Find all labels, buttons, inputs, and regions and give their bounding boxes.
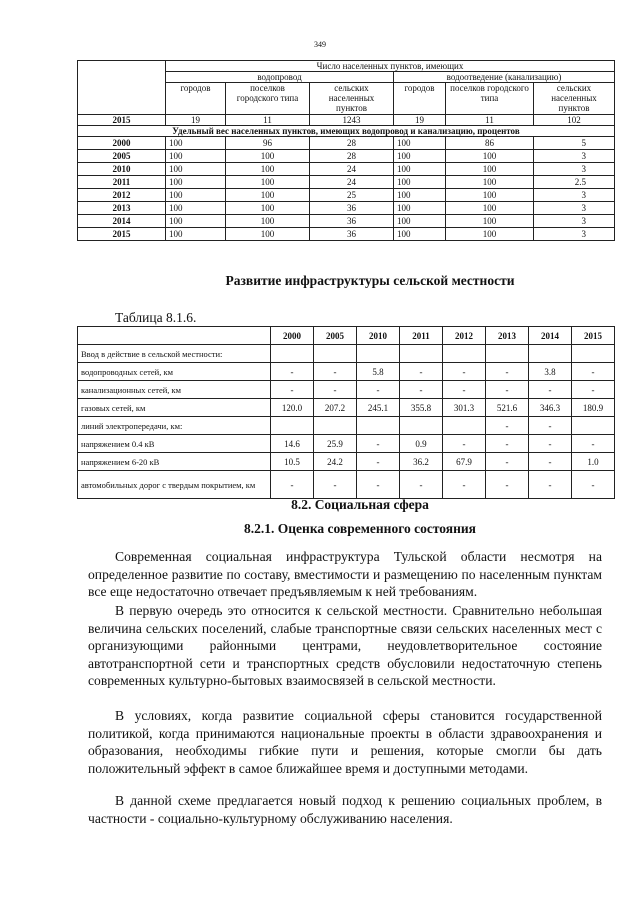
value-cell: 346.3 <box>529 399 572 417</box>
year-cell: 2015 <box>78 228 166 241</box>
table-row <box>78 471 615 499</box>
value-cell: 10.5 <box>271 453 314 471</box>
value-cell <box>529 345 572 363</box>
paragraph: В первую очередь это относится к сельской местности. Сравнительно небольшая величина сельских поселений, слабые транспортные связи сельских населенных мест с организующими районными центрами, неудовлетворительное состояние автотранспортной сети и транспортных средств обусловили недостаточную степень современных культурно-бытовых взаимосвязей в сельской местности. <box>88 603 602 688</box>
value-cell: - <box>486 381 529 399</box>
value-cell: 100 <box>226 189 310 202</box>
value-cell: - <box>271 471 314 499</box>
table-row <box>78 115 615 126</box>
value-cell: - <box>572 471 615 499</box>
value-cell: 100 <box>166 176 226 189</box>
value-cell: 100 <box>226 150 310 163</box>
section-title: Развитие инфраструктуры сельской местности <box>225 273 515 288</box>
value-cell: 100 <box>446 202 534 215</box>
value-cell: - <box>443 471 486 499</box>
col-towns: поселков городского типа <box>446 83 534 115</box>
value-cell <box>572 345 615 363</box>
col-cities: городов <box>166 83 226 115</box>
page-number: 349 <box>314 40 326 49</box>
year-header: 2014 <box>529 327 572 345</box>
value-cell: 100 <box>446 176 534 189</box>
year-header: 2005 <box>314 327 357 345</box>
table-subheader: Удельный вес населенных пунктов, имеющих водопровод и канализацию, процентов <box>78 126 615 137</box>
value-cell: - <box>486 363 529 381</box>
value-cell: - <box>572 381 615 399</box>
value-cell: - <box>271 381 314 399</box>
value-cell: 100 <box>394 228 446 241</box>
table-row <box>78 189 615 202</box>
value-cell: 3 <box>534 228 615 241</box>
value-cell: 100 <box>166 150 226 163</box>
col-rural: сельских населенных пунктов <box>310 83 394 115</box>
value-cell: - <box>443 381 486 399</box>
value-cell: 36 <box>310 215 394 228</box>
value-cell: - <box>529 453 572 471</box>
row-label: напряжением 0.4 кВ <box>78 435 271 453</box>
value-cell <box>400 345 443 363</box>
year-cell: 2014 <box>78 215 166 228</box>
table-caption: Таблица 8.1.6. <box>115 310 197 325</box>
value-cell: - <box>529 471 572 499</box>
value-cell: 100 <box>394 137 446 150</box>
value-cell: 102 <box>534 115 615 126</box>
value-cell: - <box>443 363 486 381</box>
value-cell: 19 <box>394 115 446 126</box>
value-cell <box>314 417 357 435</box>
value-cell: 24.2 <box>314 453 357 471</box>
value-cell: - <box>486 435 529 453</box>
value-cell: 14.6 <box>271 435 314 453</box>
value-cell: 301.3 <box>443 399 486 417</box>
table-row <box>78 176 615 189</box>
value-cell: 3 <box>534 202 615 215</box>
value-cell: 86 <box>446 137 534 150</box>
value-cell: 100 <box>394 163 446 176</box>
value-cell: 120.0 <box>271 399 314 417</box>
value-cell: - <box>443 435 486 453</box>
value-cell: 36 <box>310 202 394 215</box>
value-cell: 100 <box>394 189 446 202</box>
table-row <box>78 381 615 399</box>
value-cell: 5.8 <box>357 363 400 381</box>
corner-cell <box>78 61 166 115</box>
value-cell: 100 <box>226 228 310 241</box>
table-row <box>78 202 615 215</box>
value-cell: 3 <box>534 215 615 228</box>
value-cell: 25 <box>310 189 394 202</box>
table-row <box>78 435 615 453</box>
col-cities: городов <box>394 83 446 115</box>
value-cell: 100 <box>166 163 226 176</box>
value-cell: 100 <box>394 202 446 215</box>
value-cell: - <box>400 363 443 381</box>
value-cell: - <box>271 363 314 381</box>
value-cell: - <box>529 417 572 435</box>
value-cell: 100 <box>166 189 226 202</box>
value-cell: - <box>529 381 572 399</box>
value-cell: 100 <box>166 215 226 228</box>
value-cell: 28 <box>310 150 394 163</box>
value-cell: - <box>357 435 400 453</box>
heading-8-2-1: 8.2.1. Оценка современного состояния <box>244 521 476 536</box>
value-cell: - <box>314 363 357 381</box>
rural-infrastructure-table <box>77 326 615 499</box>
group-sewer: водоотведение (канализацию) <box>394 72 615 83</box>
year-header: 2000 <box>271 327 314 345</box>
table-row <box>78 228 615 241</box>
value-cell: - <box>486 417 529 435</box>
col-rural: сельских населенных пунктов <box>534 83 615 115</box>
year-cell: 2000 <box>78 137 166 150</box>
value-cell: 100 <box>166 202 226 215</box>
year-cell: 2012 <box>78 189 166 202</box>
value-cell: - <box>314 381 357 399</box>
value-cell: 11 <box>226 115 310 126</box>
col-towns: поселков городского типа <box>226 83 310 115</box>
value-cell: 36 <box>310 228 394 241</box>
row-label: водопроводных сетей, км <box>78 363 271 381</box>
year-header: 2011 <box>400 327 443 345</box>
table-row <box>78 215 615 228</box>
value-cell <box>572 417 615 435</box>
value-cell <box>486 345 529 363</box>
value-cell: - <box>357 471 400 499</box>
table-row <box>78 417 615 435</box>
value-cell: 100 <box>226 215 310 228</box>
value-cell: 100 <box>446 228 534 241</box>
year-header: 2012 <box>443 327 486 345</box>
value-cell: 67.9 <box>443 453 486 471</box>
value-cell: - <box>400 471 443 499</box>
value-cell: - <box>314 471 357 499</box>
value-cell: 1243 <box>310 115 394 126</box>
value-cell: 11 <box>446 115 534 126</box>
value-cell: 96 <box>226 137 310 150</box>
table-row <box>78 345 615 363</box>
paragraph: В условиях, когда развитие социальной сферы становится государственной политикой, когда принимаются национальные проекты в области здравоохранения и образования, необходимы гибкие пути и решения, которые смогли бы дать положительный эффект в самое ближайшее время и доступными методами. <box>88 708 602 776</box>
row-label: автомобильных дорог с твердым покрытием, км <box>78 471 271 499</box>
row-label: Ввод в действие в сельской местности: <box>78 345 271 363</box>
value-cell: - <box>572 435 615 453</box>
value-cell: 100 <box>446 150 534 163</box>
value-cell: 521.6 <box>486 399 529 417</box>
value-cell: 3 <box>534 150 615 163</box>
value-cell: - <box>357 381 400 399</box>
value-cell: - <box>486 471 529 499</box>
value-cell: 100 <box>446 189 534 202</box>
value-cell: 5 <box>534 137 615 150</box>
value-cell: - <box>400 381 443 399</box>
row-label: канализационных сетей, км <box>78 381 271 399</box>
value-cell <box>357 417 400 435</box>
value-cell: 100 <box>226 176 310 189</box>
corner-cell <box>78 327 271 345</box>
value-cell <box>271 417 314 435</box>
year-cell: 2011 <box>78 176 166 189</box>
heading-8-2: 8.2. Социальная сфера <box>291 497 429 512</box>
value-cell: 28 <box>310 137 394 150</box>
value-cell <box>443 345 486 363</box>
year-cell: 2015 <box>78 115 166 126</box>
value-cell: 100 <box>166 137 226 150</box>
value-cell: 3 <box>534 189 615 202</box>
paragraph: В данной схеме предлагается новый подход к решению социальных проблем, в частности - социально-культурному обслуживанию населения. <box>88 793 602 826</box>
value-cell: 100 <box>226 163 310 176</box>
value-cell: 100 <box>446 163 534 176</box>
value-cell: 207.2 <box>314 399 357 417</box>
year-header: 2010 <box>357 327 400 345</box>
group-water: водопровод <box>166 72 394 83</box>
value-cell: - <box>486 453 529 471</box>
table-header-row <box>78 327 615 345</box>
row-label: газовых сетей, км <box>78 399 271 417</box>
table-row <box>78 363 615 381</box>
value-cell: 36.2 <box>400 453 443 471</box>
value-cell: - <box>529 435 572 453</box>
value-cell <box>357 345 400 363</box>
value-cell: 1.0 <box>572 453 615 471</box>
paragraph: Современная социальная инфраструктура Тульской области несмотря на определенное развитие по составу, вместимости и размещению по населенным пунктам все еще недостаточно отвечает предъявляемым к ней требованиям. <box>88 549 602 599</box>
row-label: линий электропередачи, км: <box>78 417 271 435</box>
year-header: 2015 <box>572 327 615 345</box>
value-cell: 100 <box>394 215 446 228</box>
value-cell: 24 <box>310 163 394 176</box>
value-cell: 355.8 <box>400 399 443 417</box>
year-cell: 2013 <box>78 202 166 215</box>
value-cell: 25.9 <box>314 435 357 453</box>
header-top: Число населенных пунктов, имеющих <box>166 61 615 72</box>
table-row <box>78 453 615 471</box>
value-cell <box>314 345 357 363</box>
value-cell: 0.9 <box>400 435 443 453</box>
value-cell <box>443 417 486 435</box>
value-cell: 100 <box>446 215 534 228</box>
settlements-utilities-table <box>77 60 615 241</box>
value-cell: - <box>357 453 400 471</box>
value-cell: 100 <box>394 176 446 189</box>
value-cell: 100 <box>394 150 446 163</box>
table-row <box>78 163 615 176</box>
value-cell: 24 <box>310 176 394 189</box>
table-row <box>78 150 615 163</box>
value-cell: 19 <box>166 115 226 126</box>
value-cell: 3.8 <box>529 363 572 381</box>
value-cell: 100 <box>226 202 310 215</box>
value-cell: 245.1 <box>357 399 400 417</box>
year-cell: 2005 <box>78 150 166 163</box>
table-row <box>78 399 615 417</box>
year-header: 2013 <box>486 327 529 345</box>
value-cell: 180.9 <box>572 399 615 417</box>
value-cell: 3 <box>534 163 615 176</box>
value-cell: - <box>572 363 615 381</box>
year-cell: 2010 <box>78 163 166 176</box>
value-cell: 2.5 <box>534 176 615 189</box>
table-row <box>78 137 615 150</box>
row-label: напряжением 6-20 кВ <box>78 453 271 471</box>
value-cell <box>400 417 443 435</box>
value-cell <box>271 345 314 363</box>
value-cell: 100 <box>166 228 226 241</box>
